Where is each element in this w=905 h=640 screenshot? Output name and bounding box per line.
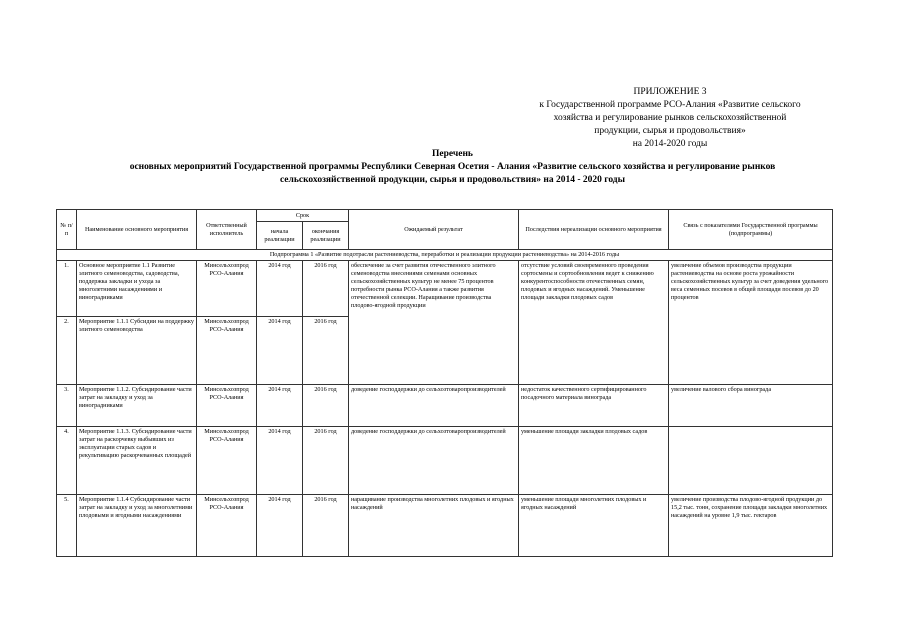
row-end: 2016 год [303,261,349,317]
heading-line: сельскохозяйственной продукции, сырья и продовольствия» на 2014 - 2020 годы [279,175,626,185]
header-start: начала реализации [257,222,303,250]
row-num: 1. [57,261,77,317]
appendix-line: к Государственной программе РСО-Алания «Развитие сельского [539,100,801,110]
row-consequences: уменьшение площади закладки плодовых садов [519,427,669,495]
row-name: Мероприятие 1.1.4 Субсидирование части затрат на закладку и уход за многолетними плодовыми и ягодными насаждениями [77,495,197,557]
row-num: 4. [57,427,77,495]
row-link [669,427,833,495]
subprogram-row: Подпрограмма 1 «Развитие подотрасли растениеводства, переработки и реализации продукции растениеводства» на 2014-2016 годы [57,250,833,261]
row-name: Основное мероприятие 1.1 Развитие элитного семеноводства, садоводства, поддержка закладки и ухода за многолетними насаждениями и виноградниками [77,261,197,317]
appendix-line: хозяйства и регулирование рынков сельскохозяйственной [553,113,787,123]
row-end: 2016 год [303,495,349,557]
row-end: 2016 год [303,385,349,427]
row-responsible: Минсельхозпрод РСО-Алания [197,261,257,317]
header-end: окончания реализации [303,222,349,250]
row-link: увеличение объемов производства продукции растениеводства на основе роста урожайности сельскохозяйственных культур за счет доведения удельного веса семенных посевов в общей площади посевов до 20 процентов [669,261,833,385]
row-end: 2016 год [303,317,349,385]
document-heading [0,148,905,187]
row-consequences: недостаток качественного сертифицированного посадочного материала винограда [519,385,669,427]
row-responsible: Минсельхозпрод РСО-Алания [197,385,257,427]
table-row [57,495,833,557]
header-name: Наименование основного мероприятия [77,210,197,250]
row-result: доведение господдержки до сельхозтоваропроизводителей [349,427,519,495]
row-name: Мероприятие 1.1.1 Субсидии на поддержку элитного семеноводства [77,317,197,385]
row-consequences: уменьшение площади многолетних плодовых и ягодных насаждений [519,495,669,557]
header-link: Связь с показателями Государственной программы (подпрограммы) [669,210,833,250]
header-consequences: Последствия нереализации основного мероприятия [519,210,669,250]
heading-line: основных мероприятий Государственной программы Республики Северная Осетия - Алания «Развитие сельского хозяйства и регулирование рынков [129,162,776,172]
row-responsible: Минсельхозпрод РСО-Алания [197,495,257,557]
row-result: доведение господдержки до сельхозтоваропроизводителей [349,385,519,427]
appendix-line: на 2014-2020 годы [632,139,708,149]
row-link: увеличение валового сбора винограда [669,385,833,427]
row-link: увеличение производства плодово-ягодной продукции до 15,2 тыс. тонн, сохранение площади закладки многолетних насаждений на уровне 1,9 тыс. гектаров [669,495,833,557]
row-result: наращивание производства многолетних плодовых и ягодных насаждений [349,495,519,557]
row-end: 2016 год [303,427,349,495]
row-num: 2. [57,317,77,385]
table-row [57,261,833,317]
appendix-line: продукции, сырья и продовольствия» [594,126,746,136]
table-row [57,385,833,427]
appendix-header [520,86,820,151]
appendix-label: ПРИЛОЖЕНИЕ 3 [633,87,707,97]
row-responsible: Минсельхозпрод РСО-Алания [197,317,257,385]
row-name: Мероприятие 1.1.3. Субсидирование части затрат на раскорчевку выбывших из эксплуатации старых садов и рекультивацию раскорчеванных площадей [77,427,197,495]
heading-title: Перечень [432,149,473,159]
row-start: 2014 год [257,385,303,427]
header-responsible: Ответственный исполнитель [197,210,257,250]
row-num: 3. [57,385,77,427]
header-term: Срок [257,210,349,222]
header-result: Ожидаемый результат [349,210,519,250]
table-row [57,427,833,495]
row-responsible: Минсельхозпрод РСО-Алания [197,427,257,495]
row-start: 2014 год [257,427,303,495]
row-num: 5. [57,495,77,557]
row-consequences: отсутствие условий своевременного проведения сортосмены и сортообновления ведет к снижению конкурентоспособности отечественных семян, плодовых и ягодных насаждений. Уменьшение площади закладки плодовых садов [519,261,669,385]
row-name: Мероприятие 1.1.2. Субсидирование части затрат на закладку и уход за виноградниками [77,385,197,427]
row-start: 2014 год [257,261,303,317]
row-start: 2014 год [257,495,303,557]
measures-table [56,209,833,557]
row-result: обеспечение за счет развития отечественного элитного семеноводства внесениями семенами основных сельскохозяйственных культур не менее 75 процентов потребности рынка РСО-Алания а также развития отечественной селекции. Наращивание производства плодово-ягодной продукции [349,261,519,385]
row-start: 2014 год [257,317,303,385]
header-num: № п/п [57,210,77,250]
